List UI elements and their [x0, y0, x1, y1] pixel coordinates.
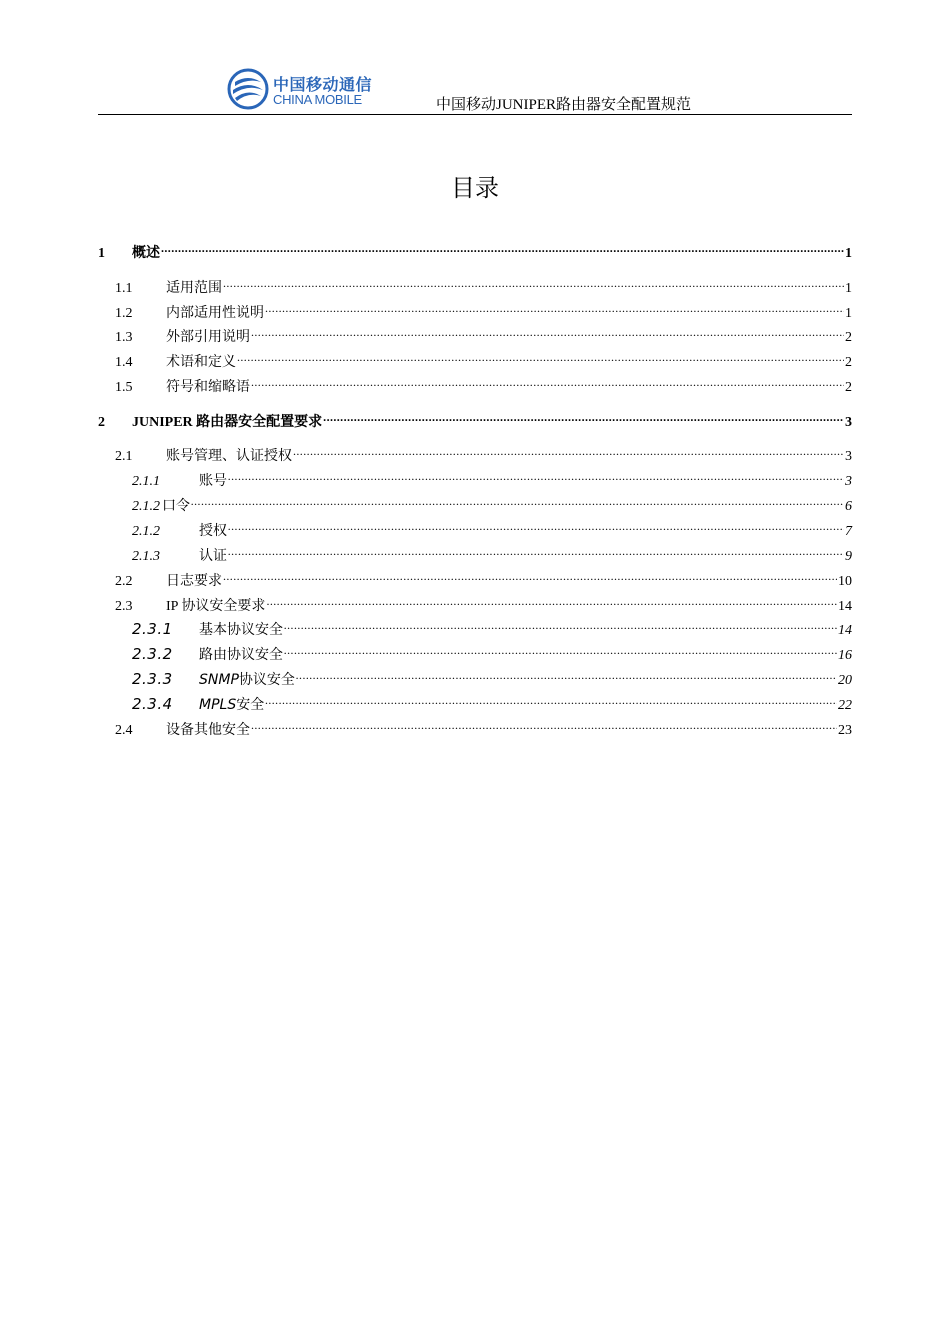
- toc-entry-label: 概述: [132, 245, 160, 261]
- toc-leader: [266, 588, 837, 610]
- china-mobile-logo: [227, 68, 387, 110]
- toc-entry-label: 基本协议安全: [199, 622, 283, 638]
- toc-entry-label: 内部适用性说明: [166, 305, 264, 321]
- toc-entry-number: 2.3.4: [132, 695, 173, 713]
- toc-entry[interactable]: [115, 319, 852, 345]
- toc-entry-number: 1.5: [115, 380, 133, 395]
- toc-leader: [228, 463, 844, 485]
- toc-entry-page: 2: [845, 330, 852, 345]
- toc-entry-label: 外部引用说明: [166, 329, 250, 345]
- toc-entry-page: 14: [838, 623, 852, 638]
- toc-entry-page: 3: [845, 474, 852, 489]
- toc-entry[interactable]: [115, 344, 852, 370]
- toc-leader: [223, 563, 837, 585]
- toc-entry-label: 口令: [162, 498, 190, 514]
- toc-entry[interactable]: [132, 612, 852, 638]
- toc-leader: [251, 319, 844, 341]
- toc-entry[interactable]: [98, 235, 852, 261]
- toc-entry[interactable]: [115, 588, 852, 614]
- toc-entry-number: 1.3: [115, 330, 133, 345]
- toc-entry-number: 2.1.1: [132, 474, 160, 489]
- toc-entry-label: 认证: [199, 548, 227, 564]
- toc-entry-page: 23: [838, 723, 852, 738]
- toc-entry[interactable]: [132, 538, 852, 564]
- toc-leader: [228, 513, 844, 535]
- toc-entry-number: 2.3.2: [132, 645, 173, 663]
- toc-entry-page: 14: [838, 599, 852, 614]
- toc-entry-number: 2.3.3: [132, 670, 173, 688]
- toc-entry[interactable]: [115, 270, 852, 296]
- toc-entry-number: 1: [98, 246, 105, 261]
- toc-entry-page: 9: [845, 549, 852, 564]
- toc-leader: [293, 438, 844, 460]
- toc-entry-number: 2.4: [115, 723, 133, 738]
- toc-entry-number: 2.1.2: [132, 524, 160, 539]
- toc-entry[interactable]: [98, 404, 852, 430]
- toc-entry-label: 协议安全: [238, 672, 295, 688]
- toc-entry-number: 2.3.1: [132, 620, 173, 638]
- toc-entry-number: 2.3: [115, 599, 133, 614]
- toc-entry-label: 授权: [199, 523, 227, 539]
- toc-entry-number: 1.1: [115, 281, 133, 296]
- toc-leader: [251, 369, 844, 391]
- toc-entry-label-latin: JUNIPER: [132, 415, 197, 430]
- toc-entry-page: 1: [845, 281, 852, 296]
- toc-entry[interactable]: [132, 463, 852, 489]
- toc-leader: [228, 538, 844, 560]
- toc-leader: [161, 235, 844, 257]
- toc-title: 目录: [451, 174, 499, 202]
- toc-entry-number: 2.1: [115, 449, 133, 464]
- toc-entry-page: 22: [838, 698, 852, 713]
- toc-leader: [323, 404, 844, 426]
- document-title: 中国移动JUNIPER路由器安全配置规范: [436, 97, 692, 113]
- toc-entry-label: 账号管理、认证授权: [166, 448, 292, 464]
- toc-entry-page: 3: [845, 449, 852, 464]
- china-mobile-logo-icon: [227, 68, 269, 110]
- toc-entry-page: 16: [838, 648, 852, 663]
- toc-entry-number: 2: [98, 415, 105, 430]
- toc-entry-page: 6: [845, 499, 852, 514]
- toc-entry[interactable]: [132, 687, 852, 713]
- toc-entry-page: 2: [845, 355, 852, 370]
- logo-english-text: CHINA MOBILE: [273, 92, 362, 107]
- toc-entry-label-latin: MPLS: [199, 697, 237, 713]
- toc-entry-label: 符号和缩略语: [166, 379, 250, 395]
- toc-leader: [284, 612, 837, 634]
- toc-entry-label: 路由协议安全: [199, 647, 283, 663]
- toc-leader: [223, 270, 844, 292]
- toc-entry-page: 2: [845, 380, 852, 395]
- logo-chinese-text: 中国移动通信: [273, 75, 373, 94]
- toc-leader: [251, 712, 837, 734]
- toc-entry-page: 7: [845, 524, 852, 539]
- toc-leader: [296, 662, 837, 684]
- toc-entry[interactable]: [115, 438, 852, 464]
- toc-entry-number: 2.1.2: [132, 499, 160, 514]
- toc-entry-page: 20: [838, 673, 852, 688]
- toc-entry-label: 设备其他安全: [166, 722, 250, 738]
- toc-entry-label: 术语和定义: [166, 354, 236, 370]
- toc-entry-number: 2.1.3: [132, 549, 160, 564]
- toc-leader: [191, 488, 844, 510]
- toc-entry[interactable]: [132, 662, 852, 688]
- toc-entry-number: 2.2: [115, 574, 133, 589]
- toc-entry-label-latin: SNMP: [199, 672, 239, 688]
- header-divider: [98, 114, 852, 115]
- toc-leader: [284, 637, 837, 659]
- page-header: [98, 64, 852, 114]
- toc-entry-page: 3: [845, 415, 852, 430]
- toc-entry-page: 10: [838, 574, 852, 589]
- toc-entry[interactable]: [115, 369, 852, 395]
- toc-entry-label: 路由器安全配置要求: [196, 414, 323, 430]
- toc-leader: [265, 295, 844, 317]
- toc-entry-page: 1: [845, 306, 852, 321]
- toc-entry-label: 协议安全要求: [181, 598, 266, 614]
- toc-entry-number: 1.4: [115, 355, 133, 370]
- toc-entry-page: 1: [845, 246, 852, 261]
- toc-entry-number: 1.2: [115, 306, 133, 321]
- toc-entry[interactable]: [115, 563, 852, 589]
- toc-entry-label: 适用范围: [166, 280, 222, 296]
- toc-entry-label: 日志要求: [166, 573, 222, 589]
- toc-entry[interactable]: [132, 488, 852, 514]
- toc-entry[interactable]: [115, 712, 852, 738]
- toc-entry-label: 安全: [236, 697, 265, 713]
- toc-leader: [265, 687, 837, 709]
- toc-entry[interactable]: [115, 295, 852, 321]
- toc-entry-label-latin: IP: [166, 599, 182, 614]
- toc-entry[interactable]: [132, 637, 852, 663]
- toc-entry[interactable]: [132, 513, 852, 539]
- toc-leader: [237, 344, 844, 366]
- toc-entry-label: 账号: [199, 473, 227, 489]
